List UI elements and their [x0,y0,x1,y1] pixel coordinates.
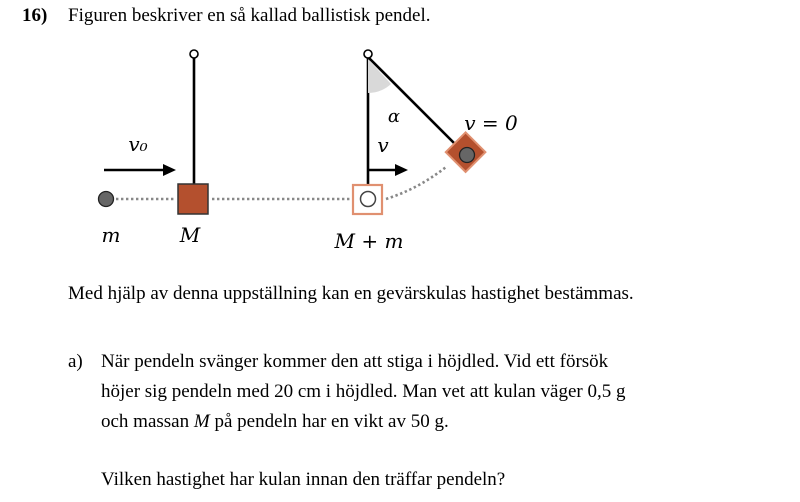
question-number: 16) [22,5,48,26]
part-a-line-3 [101,411,449,433]
label-alpha: α [387,106,401,127]
label-M: M [179,223,201,247]
label-v0: v₀ [128,132,148,156]
mass-variable-M: M [193,411,210,432]
part-a-line-1: När pendeln svänger kommer den att stiga i höjdled. Vid ett försök [101,351,609,372]
bullet-swung [460,148,475,163]
part-a-question: Vilken hastighet har kulan innan den träffar pendeln? [101,469,506,490]
intro-text: Med hjälp av denna uppställning kan en gevärskulas hastighet bestämmas. [68,283,634,304]
bullet-embedded [361,192,376,207]
pivot [190,50,198,58]
pendulum-block-M [178,184,208,214]
part-a-line-2: höjer sig pendeln med 20 cm i höjdled. Man vet att kulan väger 0,5 g [101,381,626,402]
pivot-right [364,50,372,58]
velocity-arrow-v0 [104,164,176,176]
part-a-line-3-start: och massan [101,411,194,432]
question-title: Figuren beskriver en så kallad ballistisk pendel. [68,5,431,26]
velocity-arrow-v [368,164,408,176]
label-v: v [377,133,389,157]
part-a-label: a) [68,351,83,372]
part-a-line-3-end: på pendeln har en vikt av 50 g. [209,411,449,432]
pendulum-at-rest [178,50,208,214]
bullet-m [99,192,114,207]
label-M-plus-m: M + m [334,229,404,253]
label-v-equals-zero: v = 0 [464,111,518,135]
label-m: m [101,223,121,247]
